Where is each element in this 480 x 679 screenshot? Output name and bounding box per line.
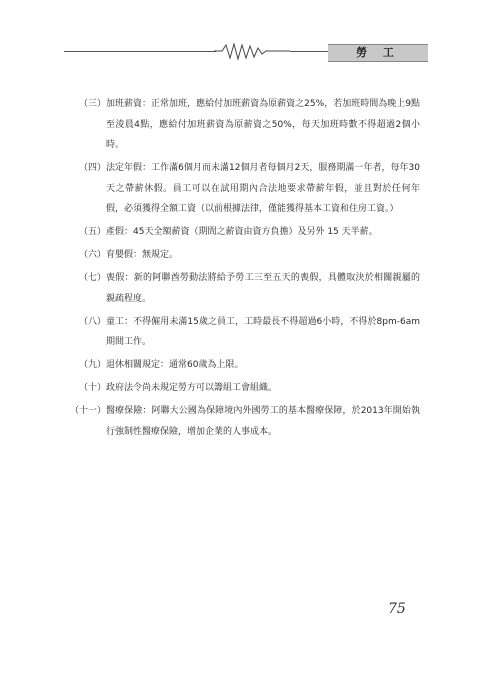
- list-text: 童工：不得僱用未滿15歲之員工，工時最長不得超過6小時，不得於8pm-6am期間工作。: [106, 316, 420, 347]
- list-item: [64, 355, 420, 376]
- list-marker: （三）: [78, 99, 106, 109]
- list-text: 醫療保險：阿聯大公國為保障境內外國勞工的基本醫療保障，於2013年開始執行強制性醫療保險，增加企業的人事成本。: [106, 406, 420, 437]
- list-marker: （六）: [78, 250, 106, 260]
- list-text: 產假：45天全額薪資（期間之薪資由資方負擔）及另外 15 天半薪。: [106, 227, 378, 237]
- list-text: 退休相關規定：通常60歲為上限。: [106, 360, 244, 370]
- list-item: [64, 158, 420, 220]
- list-item: [64, 312, 420, 353]
- list-marker: （八）: [78, 316, 106, 327]
- list-marker: （九）: [78, 360, 106, 370]
- list-item: [64, 401, 420, 442]
- list-marker: （五）: [78, 227, 106, 237]
- header-rule-right: [290, 51, 328, 52]
- list-marker: （十一）: [69, 406, 106, 416]
- list-text: 育嬰假：無規定。: [106, 250, 179, 260]
- list-marker: （七）: [78, 273, 106, 283]
- page-number: 75: [388, 601, 406, 617]
- list-item: [64, 268, 420, 309]
- list-marker: （四）: [78, 163, 106, 173]
- list-text: 喪假：新的阿聯酋勞動法將給予勞工三至五天的喪假，具體取決於相關親屬的親疏程度。: [106, 273, 420, 304]
- section-title: 勞 工: [328, 44, 428, 62]
- list-marker: （十）: [78, 383, 106, 393]
- list-item: [64, 378, 420, 399]
- list-text: 法定年假：工作滿6個月而未滿12個月者每個月2天，服務期滿一年者，每年30天之帶薪休假。員工可以在試用期內合法地要求帶薪年假，並且對於任何年假，必須獲得全額工資（以前根據法律，僅能獲得基本工資和住房工資。）: [106, 163, 420, 214]
- list-item: [64, 245, 420, 266]
- document-body: [64, 94, 420, 445]
- header-rule-left: [64, 51, 216, 52]
- list-item: [64, 222, 420, 243]
- list-item: [64, 94, 420, 156]
- heartbeat-line-icon: [214, 42, 290, 62]
- list-text: 政府法令尚未規定勞方可以籌組工會組織。: [106, 383, 278, 393]
- list-text: 加班薪資：正常加班，應給付加班薪資為原薪資之25%，若加班時間為晚上9點至淩晨4點，應給付加班薪資為原薪資之50%，每天加班時數不得超過2個小時。: [106, 99, 420, 150]
